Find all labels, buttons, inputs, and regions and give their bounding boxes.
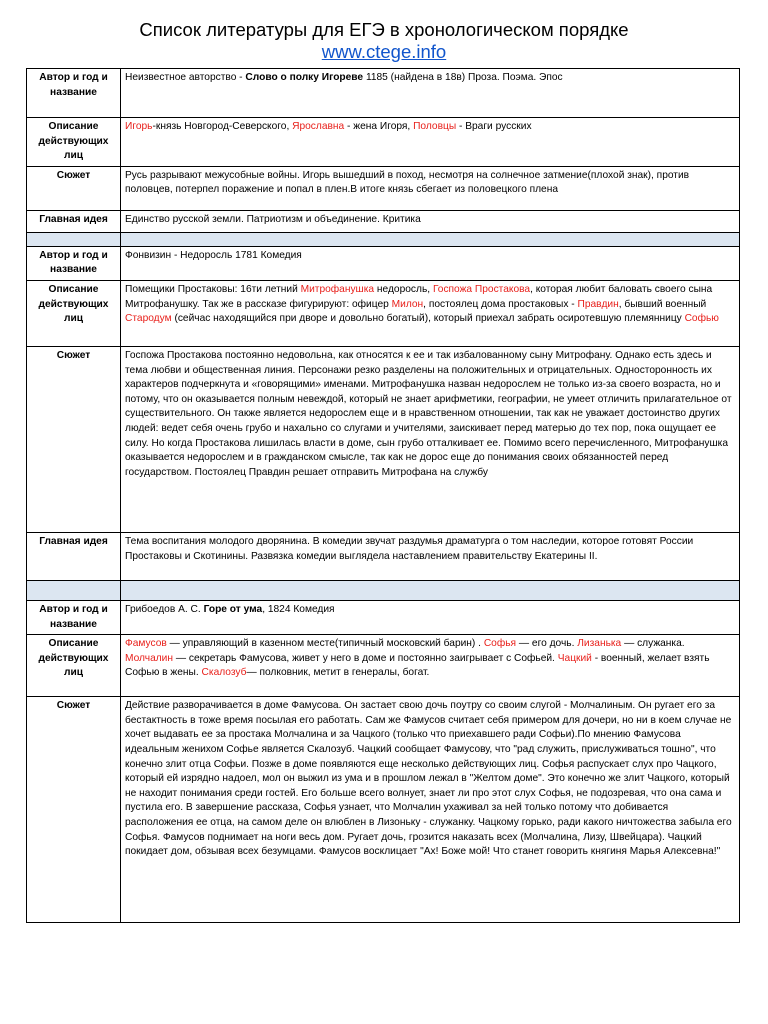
author-label: Автор и год и название	[27, 246, 121, 280]
plot-label: Сюжет	[27, 346, 121, 532]
character-desc: - военный, желает взять Софью в жены.	[125, 652, 710, 679]
page-title: Список литературы для ЕГЭ в хронологическом порядке	[139, 19, 629, 40]
author-cell: Грибоедов А. С. Горе от ума, 1824 Комедия	[121, 600, 740, 634]
idea-cell: Тема воспитания молодого дворянина. В комедии звучат раздумья драматурга о том наследии, которое готовят России Простаковы и Скотинины. Развязка комедии выглядела наставлением правительству Екатерины II.	[121, 532, 740, 580]
character-desc: — полковник, метит в генералы, богат.	[246, 667, 430, 679]
table-row	[27, 246, 740, 280]
character-desc: (сейчас находящийся при дворе и довольно богатый), который приехал забрать осиротевшую племянницу	[171, 313, 685, 325]
character-desc: -князь Новгород-Северского,	[152, 121, 293, 132]
author-label: Автор и год и название	[27, 600, 121, 634]
characters-cell	[121, 280, 740, 346]
separator-row	[27, 580, 740, 600]
table-row	[27, 697, 740, 923]
character-desc: — служанка.	[621, 638, 685, 650]
character-name: Митрофанушка	[300, 283, 375, 295]
character-desc: , которая любит баловать своего сына Митрофанушку. Так же в рассказе фигурируют: офицер	[125, 283, 713, 310]
table-row	[27, 118, 740, 167]
character-name: Лизанька	[577, 638, 622, 650]
author-cell: Фонвизин - Недоросль 1781 Комедия	[121, 246, 740, 280]
character-name: Игорь	[125, 121, 153, 132]
table-row	[27, 210, 740, 232]
author-label: Автор и год и название	[27, 69, 121, 118]
character-desc: , постоялец дома простаковых -	[423, 298, 578, 310]
character-name: Фамусов	[125, 638, 167, 650]
plot-label: Сюжет	[27, 166, 121, 210]
character-name: Чацкий	[557, 652, 592, 664]
character-desc: - Враги русских	[456, 121, 532, 132]
characters-label: Описание действующих лиц	[27, 280, 121, 346]
idea-label: Главная идея	[27, 210, 121, 232]
characters-cell	[121, 118, 740, 167]
characters-cell	[121, 635, 740, 697]
table-row	[27, 166, 740, 210]
character-name: Милон	[391, 298, 424, 310]
table-row	[27, 280, 740, 346]
character-name: Молчалин	[125, 652, 173, 664]
character-name: Ярославна	[292, 121, 345, 132]
characters-label: Описание действующих лиц	[27, 118, 121, 167]
literature-table	[26, 68, 740, 923]
character-name: Софью	[684, 313, 719, 325]
character-desc: , бывший военный	[618, 298, 707, 310]
table-row	[27, 635, 740, 697]
character-desc: - жена Игоря,	[344, 121, 414, 132]
idea-cell: Единство русской земли. Патриотизм и объединение. Критика	[121, 210, 740, 232]
character-name: Госпожа Простакова	[432, 283, 531, 295]
character-name: Половцы	[413, 121, 457, 132]
table-row	[27, 69, 740, 118]
character-desc: недоросль,	[374, 283, 433, 295]
plot-cell: Русь разрывают межусобные войны. Игорь вышедший в поход, несмотря на солнечное затмение(плохой знак), против половцев, потерпел поражение и попал в плен.В итоге князь сбегает из половецкого плена	[121, 166, 740, 210]
character-desc: Помещики Простаковы: 16ти летний	[125, 283, 301, 295]
character-name: Правдин	[577, 298, 619, 310]
character-name: Софья	[483, 638, 517, 650]
plot-cell: Действие разворачивается в доме Фамусова. Он застает свою дочь поутру со своим слугой - Молчалиным. Он ругает его за бестактность в тоже время посылая его работать. Сам же Фамусов считает себя примером для дочери, но ни в коем случае не хочет выдавать ее за простака Молчалина и за Чацкого (только что приехавшего ради Софьи).По мнению Фамусова идеальным женихом Софье является Скалозуб. Чацкий сообщает Фамусову, что "рад служить, прислуживаться тошно", что конечно злит отца Софьи. Позже в доме появляются еще несколько действующих лиц. Софья распускает слух про Чацкого, который ей изрядно надоел, мол он выжил из ума и в прошлом лежал в "Желтом доме". Это конечно же злит Чацкого, который не находит понимания среди гостей. Его больше всего волнует, знает ли про этот слух Софья, не подозревая, что она сама и пустила его. В завершение рассказа, Софья узнает, что Молчалин ухаживал за ней только потому что добивается расположения ее отца, на самом деле он влюблен в Лизоньку - служанку. Чацкому горько, ради какого ничтожества забыла его Софья. Фамусов поднимает на ноги весь дом. Ругает дочь, грозится наказать всех (Молчалина, Лизу, Швейцара). Чацкий покидает дом, обзывая всех безумцами. Фамусов восклицает "Ах! Боже мой! Что станет говорить княгиня Марья Алексевна!"	[121, 697, 740, 923]
table-row	[27, 532, 740, 580]
character-desc: — его дочь.	[516, 638, 578, 650]
separator-row	[27, 232, 740, 246]
character-desc: — управляющий в казенном месте(типичный московский барин) .	[166, 638, 484, 650]
characters-label: Описание действующих лиц	[27, 635, 121, 697]
idea-label: Главная идея	[27, 532, 121, 580]
plot-cell: Госпожа Простакова постоянно недовольна, как относятся к ее и так избалованному сыну Митрофану. Однако есть здесь и тема любви и общественная линия. Персонажи резко разделены на положительных и отрицательных. Односторонность их характеров подчеркнута и «говорящими» именами. Митрофанушка назван недорослем не только из-за своего возраста, но и потому, что он оказывается полным невеждой, который не знает арифметики, географии, не умеет отличить прилагательное от существительного. Он также является недорослем еще и в нравственном отношении, так как не уважает достоинство других людей: ведет себя очень грубо и нахально со слугами и учителями, заискивает перед матерью до тех пор, пока ощущает ее силу. Но когда Простакова лишилась власти в доме, сын грубо отталкивает ее. Помимо всего перечисленного, Митрофанушка оказывается недорослем и в гражданском смысле, так как не дорос еще до понимания своих обязанностей перед государством. Постоялец Правдин решает отправить Митрофана на службу	[121, 346, 740, 532]
character-name: Скалозуб	[201, 667, 247, 679]
table-row	[27, 346, 740, 532]
author-cell: Неизвестное авторство - Слово о полку Игореве 1185 (найдена в 18в) Проза. Поэма. Эпос	[121, 69, 740, 118]
plot-label: Сюжет	[27, 697, 121, 923]
character-name: Стародум	[125, 313, 172, 325]
table-row	[27, 600, 740, 634]
character-desc: — секретарь Фамусова, живет у него в доме и постоянно заигрывает с Софьей.	[173, 652, 558, 664]
site-link[interactable]: www.ctege.info	[321, 41, 447, 62]
